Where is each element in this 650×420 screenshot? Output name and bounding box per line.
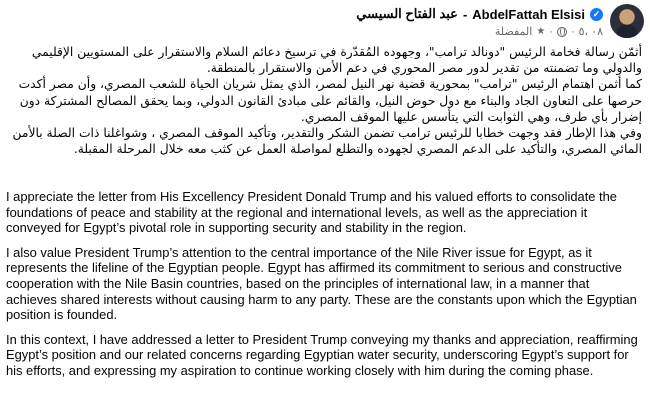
author-name-separator: - (462, 6, 468, 22)
privacy-label: المفضلة (494, 26, 533, 38)
post-text-arabic (10, 44, 642, 157)
author-avatar[interactable] (610, 4, 644, 38)
english-paragraph-3: In this context, I have addressed a letter to President Trump conveying my thanks and appreciation, reaffirming Egypt’s position and our related concerns regarding Egyptian water security, underscoring Egypt’s support for his efforts, and expressing my aspiration to continue working closely with him during the coming phase. (6, 331, 638, 378)
meta-separator-dot: · (570, 25, 575, 38)
arabic-paragraph-3: وفي هذا الإطار فقد وجهت خطابا للرئيس ترامب تضمن الشكر والتقدير، وتأكيد الموقف المصري ، وشواغلنا ذات الصلة بالأمن المائي المصري، والتأكيد على الدعم المصري لجهوده والتطلع لمواصلة العمل عن كثب معه خلال المرحلة المقبلة. (12, 126, 642, 157)
author-name-english[interactable]: AbdelFattah Elsisi (472, 6, 585, 22)
post-header (356, 4, 644, 40)
post-date[interactable]: ٠٨ ،٥ (578, 26, 603, 38)
star-icon: ★ (536, 26, 546, 37)
globe-icon[interactable] (557, 27, 567, 37)
meta-separator-dot-2: · (549, 25, 553, 38)
arabic-paragraph-1: أثمّن رسالة فخامة الرئيس "دونالد ترامب"، وجهوده المُقدّرة في ترسيخ دعائم السلام والاستقرار على المستويين الإقليمي والدولي وما تضمنته من تقدير لدور مصر المحوري في دعم الأمن والاستقرار بالمنطقة. (31, 45, 642, 76)
english-paragraph-1: I appreciate the letter from His Excellency President Donald Trump and his valued efforts to consolidate the foundations of peace and stability at the regional and international levels, as well as the appreciation it conveyed for Egypt’s pivotal role in supporting security and stability in the region. (6, 189, 617, 236)
english-paragraph-2: I also value President Trump’s attention to the central importance of the Nile River issue for Egypt, as it represents the lifeline of the Egyptian people. Egypt has affirmed its commitment to serious and constructive cooperation with the Nile Basin countries, based on the principles of international law, in a manner that achieves shared interests without causing harm to any party. These are the constants upon which the Egyptian position is founded. (6, 244, 637, 323)
post-meta (495, 25, 603, 38)
verified-badge-icon: ✓ (590, 8, 603, 21)
post-text-english (6, 189, 642, 388)
author-name-row[interactable] (356, 6, 603, 22)
author-info (356, 4, 603, 38)
arabic-paragraph-2: كما أثمن اهتمام الرئيس "ترامب" بمحورية قضية نهر النيل لمصر، الذي يمثل شريان الحياة للشعب المصري، وأن مصر أكدت حرصها على التعاون الجاد والبناء مع دول حوض النيل، والقائم على مبادئ القانون الدولي، وبما يحقق المصالح المشتركة دون إضرار بأي طرف، وهي الثوابت التي يتأسس عليها الموقف المصري. (18, 77, 642, 124)
author-name-arabic[interactable]: عبد الفتاح السيسي (356, 6, 458, 21)
